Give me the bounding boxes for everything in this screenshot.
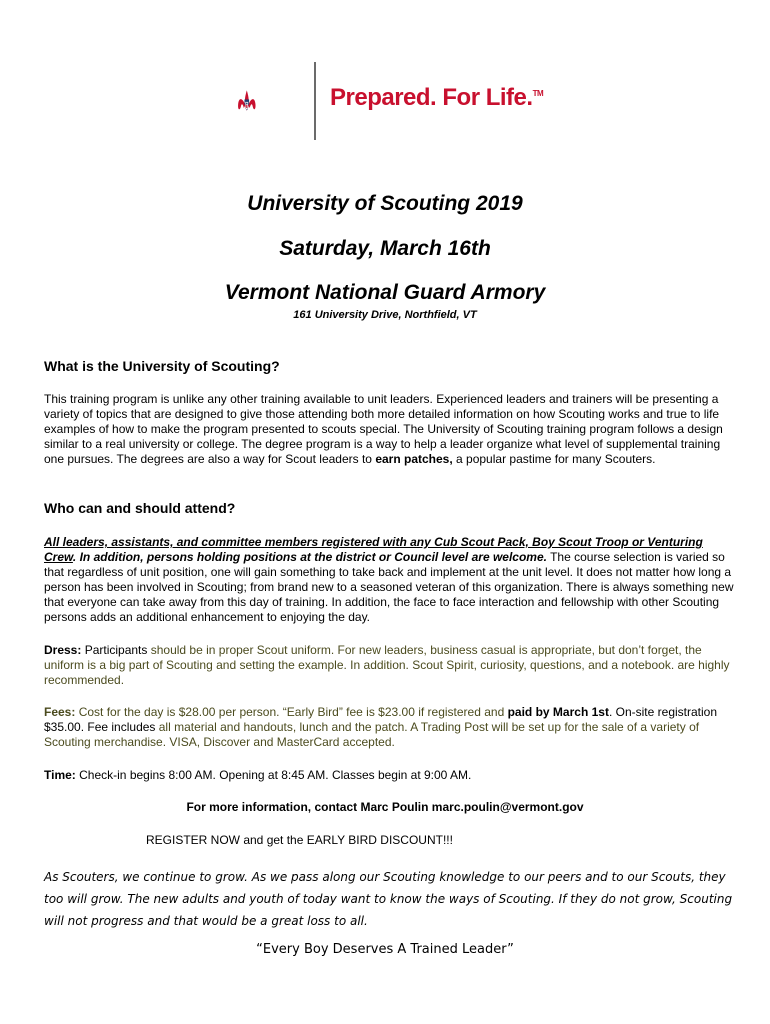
bsa-fleur-de-lis-icon [236, 60, 316, 140]
fees-text-3: all material and handouts, lunch and the patch. A Trading Post will be set up for the sale of a variety of Scouting merchandise. VISA, Discover and MasterCard accepted. [44, 720, 700, 749]
event-venue: Vermont National Guard Armory [224, 281, 546, 304]
event-address: 161 University Drive, Northfield, VT [293, 309, 477, 321]
section-body-who [44, 535, 734, 625]
time-body: Check-in begins 8:00 AM. Opening at 8:45 AM. Classes begin at 9:00 AM. [75, 768, 472, 782]
section-heading-what: What is the University of Scouting? [44, 358, 280, 374]
tagline [330, 84, 543, 112]
contact-line: For more information, contact Marc Poulin marc.poulin@vermont.gov [186, 800, 584, 814]
who-underlined-text: All leaders, assistants, and committee members registered with any Cub Scout Pack, Boy Scout Troop or Venturing Crew [44, 535, 703, 564]
fees-text-2: . On-site registration $35.00. Fee includes [44, 705, 718, 734]
event-title: University of Scouting 2019 [247, 192, 523, 215]
fees-text-1: Cost for the day is $28.00 per person. “Early Bird” fee is $23.00 if registered and [75, 705, 508, 719]
dress-body: should be in proper Scout uniform. For new leaders, business casual is appropriate, but don’t forget, the uniform is a big part of Scouting and setting the example. In addition. Scout Spirit, curiosity, questions, and a notebook. are highly recommended. [44, 643, 730, 687]
fees-paragraph [44, 705, 734, 750]
dress-lead: Participants [81, 643, 151, 657]
section-body-what [44, 392, 734, 467]
time-label: Time: [44, 768, 76, 782]
tagline-text: Prepared. For Life. [330, 84, 533, 111]
who-body-text: The course selection is varied so that regardless of unit position, one will gain something to take back and implement at the unit level. It does not matter how long a person has been involved in Scouting; from brand new to a seasoned veteran of this organization. There is always something new that everyone can take away from this day of training. In addition, the face to face interaction and fellowship with other Scouting persons adds an additional enhancement to enjoying the day. [44, 550, 734, 624]
logo-divider [314, 62, 316, 140]
closing-paragraph: As Scouters, we continue to grow. As we pass along our Scouting knowledge to our peers and to our Scouts, they too will grow. The new adults and youth of today want to know the ways of Scouting. If they do not grow, Scouting will not progress and that would be a great loss to all. [44, 870, 733, 928]
dress-label: Dress: [44, 643, 82, 657]
time-paragraph [44, 768, 734, 783]
dress-paragraph [44, 643, 734, 688]
closing-quote: “Every Boy Deserves A Trained Leader” [256, 942, 514, 957]
what-text: This training program is unlike any other training available to unit leaders. Experienced leaders and trainers will be presenting a variety of topics that are designed to give those attending both more detailed information on how Scouting works and true to life examples of how to make the program presented to scouts special. The University of Scouting training program follows a design similar to a real university or college. The degree program is a way to help a leader organize what level of supplemental training one pursues. The degrees are also a way for Scout leaders to [44, 392, 723, 466]
who-bold-text: . In addition, persons holding positions at the district or Council level are welcome. [72, 550, 547, 564]
register-line: REGISTER NOW and get the EARLY BIRD DISCOUNT!!! [146, 833, 453, 847]
what-bold-text: earn patches, [375, 452, 453, 466]
fees-deadline: paid by March 1st [507, 705, 609, 719]
event-date: Saturday, March 16th [279, 237, 491, 260]
what-tail-text: a popular pastime for many Scouters. [452, 452, 656, 466]
section-heading-who: Who can and should attend? [44, 500, 236, 516]
fees-label: Fees: [44, 705, 76, 719]
trademark-mark: TM [532, 89, 544, 98]
